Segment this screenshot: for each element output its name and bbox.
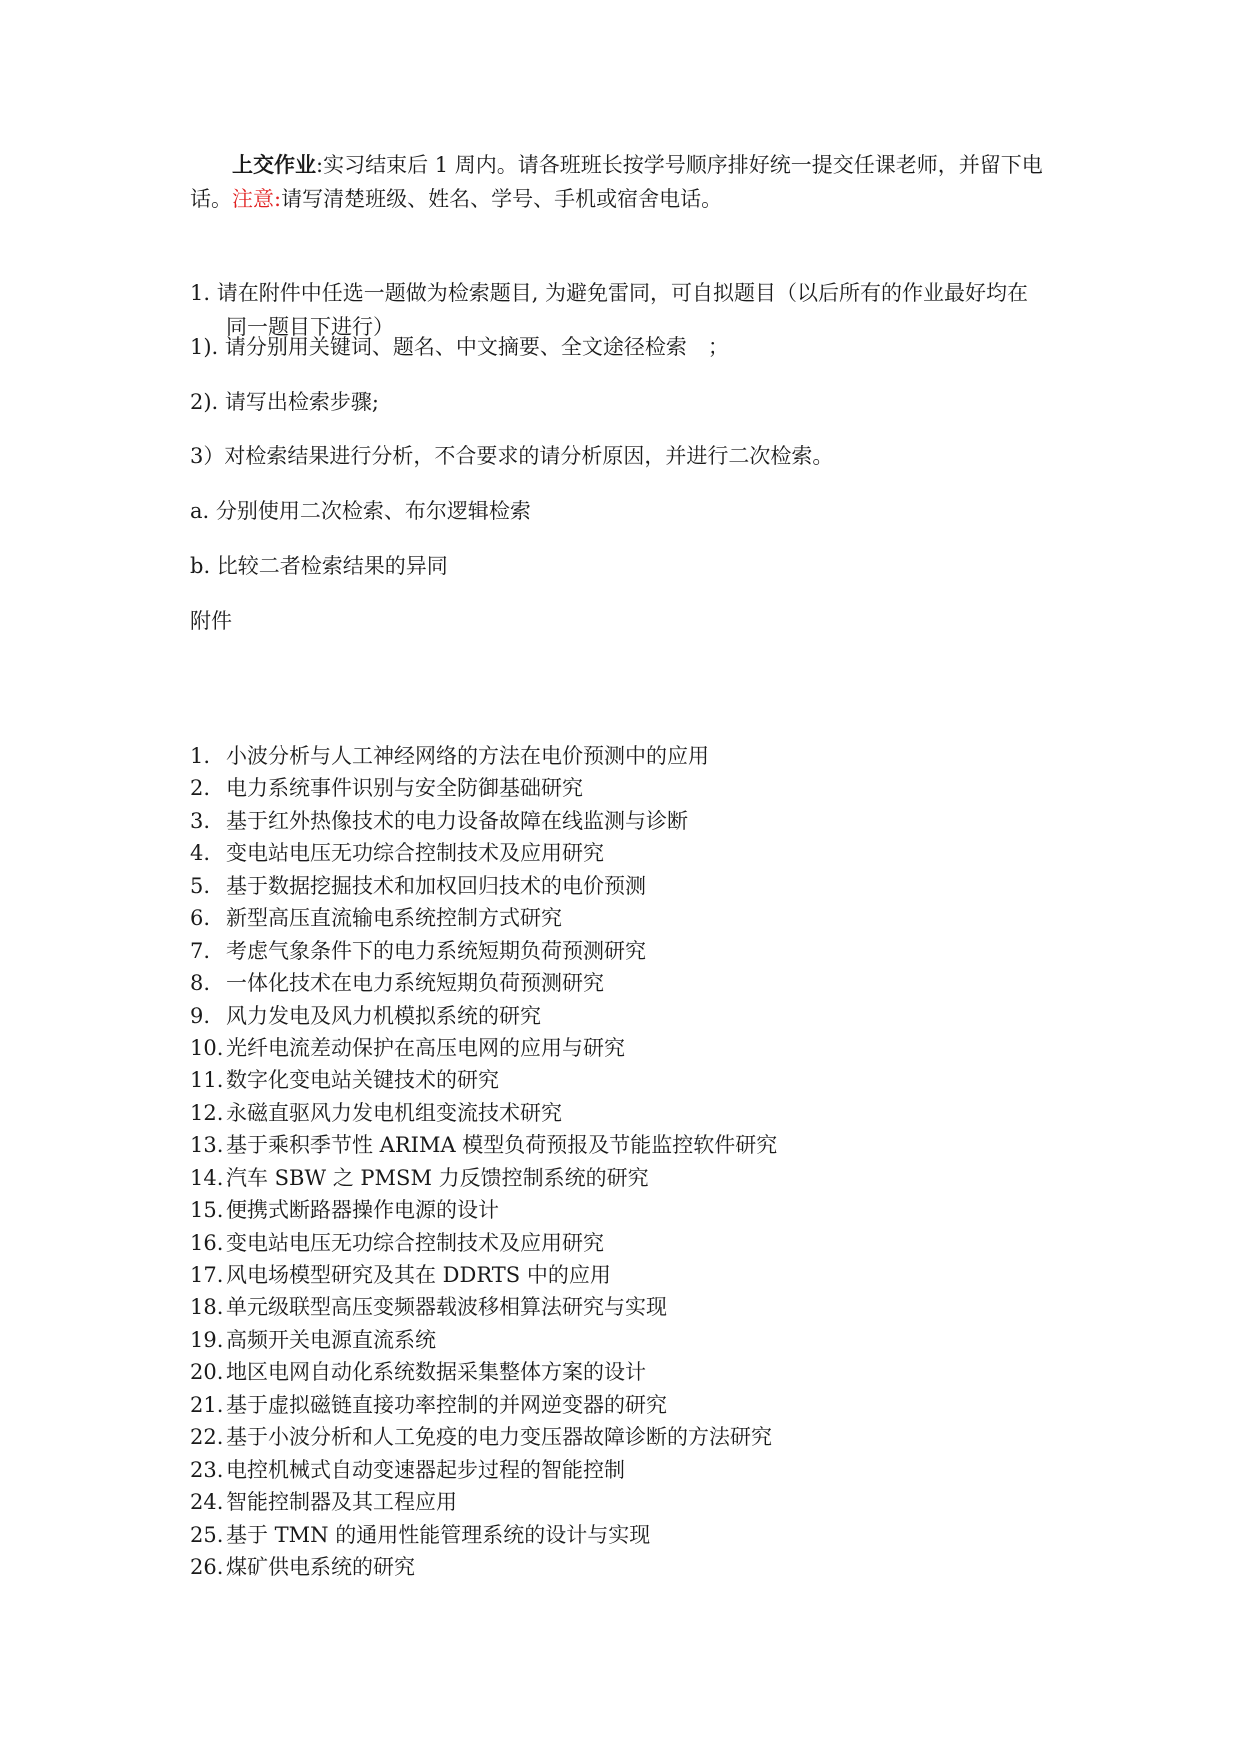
question-b: b. 比较二者检索结果的异同 <box>190 554 448 578</box>
submission-colon: : <box>316 153 324 177</box>
list-item: 11. 数字化变电站关键技术的研究 <box>190 1068 499 1093</box>
list-item: 5. 基于数据挖掘技术和加权回归技术的电价预测 <box>190 873 646 898</box>
submission-instructions <box>190 148 1060 216</box>
submission-label: 上交作业 <box>232 152 316 177</box>
question-1-2: 2). 请写出检索步骤; <box>190 390 379 414</box>
list-item: 19. 高频开关电源直流系统 <box>190 1327 436 1352</box>
question-1-3: 3）对检索结果进行分析，不合要求的请分析原因，并进行二次检索。 <box>190 444 834 468</box>
list-item: 21. 基于虚拟磁链直接功率控制的并网逆变器的研究 <box>190 1392 667 1417</box>
list-item: 10. 光纤电流差动保护在高压电网的应用与研究 <box>190 1035 625 1060</box>
list-item: 12. 永磁直驱风力发电机组变流技术研究 <box>190 1100 562 1125</box>
topic-list <box>190 740 777 1583</box>
list-item: 3. 基于红外热像技术的电力设备故障在线监测与诊断 <box>190 808 688 833</box>
list-item: 2. 电力系统事件识别与安全防御基础研究 <box>190 776 583 801</box>
list-item: 18. 单元级联型高压变频器载波移相算法研究与实现 <box>190 1295 667 1320</box>
submission-text: 实习结束后 1 周内。请各班班长按学号顺序排好统一提交任课老师，并留下电话。 <box>190 153 1043 211</box>
list-item: 25. 基于 TMN 的通用性能管理系统的设计与实现 <box>190 1522 651 1547</box>
list-item: 13. 基于乘积季节性 ARIMA 模型负荷预报及节能监控软件研究 <box>190 1133 778 1158</box>
note-text: 请写清楚班级、姓名、学号、手机或宿舍电话。 <box>281 187 723 211</box>
list-item: 16. 变电站电压无功综合控制技术及应用研究 <box>190 1230 604 1255</box>
list-item: 26. 煤矿供电系统的研究 <box>190 1554 415 1579</box>
attachment-heading: 附件 <box>190 609 232 633</box>
list-item: 22. 基于小波分析和人工免疫的电力变压器故障诊断的方法研究 <box>190 1425 772 1450</box>
list-item: 4. 变电站电压无功综合控制技术及应用研究 <box>190 841 604 866</box>
list-item: 8. 一体化技术在电力系统短期负荷预测研究 <box>190 971 604 996</box>
list-item: 9. 风力发电及风力机模拟系统的研究 <box>190 1003 541 1028</box>
question-1-line-2: 同一题目下进行） <box>226 315 394 339</box>
question-a: a. 分别使用二次检索、布尔逻辑检索 <box>190 499 531 523</box>
list-item: 24. 智能控制器及其工程应用 <box>190 1490 457 1515</box>
list-item: 14. 汽车 SBW 之 PMSM 力反馈控制系统的研究 <box>190 1165 649 1190</box>
question-1-line-1: 1. 请在附件中任选一题做为检索题目, 为避免雷同，可自拟题目（以后所有的作业最好均在 <box>190 281 1029 305</box>
list-item: 15. 便携式断路器操作电源的设计 <box>190 1198 499 1223</box>
list-item: 23. 电控机械式自动变速器起步过程的智能控制 <box>190 1457 625 1482</box>
list-item: 6. 新型高压直流输电系统控制方式研究 <box>190 906 562 931</box>
list-item: 1. 小波分析与人工神经网络的方法在电价预测中的应用 <box>190 744 709 768</box>
question-1-1: 1). 请分别用关键词、题名、中文摘要、全文途径检索 ； <box>190 335 729 359</box>
list-item: 17. 风电场模型研究及其在 DDRTS 中的应用 <box>190 1263 611 1287</box>
note-label: 注意: <box>232 187 282 211</box>
list-item: 20. 地区电网自动化系统数据采集整体方案的设计 <box>190 1360 646 1385</box>
list-item: 7. 考虑气象条件下的电力系统短期负荷预测研究 <box>190 938 646 963</box>
